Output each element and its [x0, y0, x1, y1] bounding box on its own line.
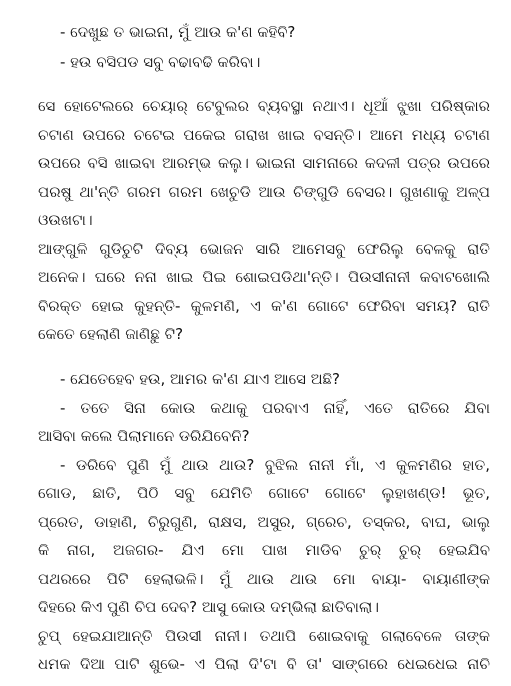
paragraph-2-line-1: ଆଙ୍ଗୁଳି ଗୁଡିଚୁଟି ଦିବ୍ୟ ଭୋଜନ ସାରି ଆମେସବୁ ଫେରିଲୁ ବେଳକୁ ରାତି — [38, 240, 490, 258]
dialogue-line-4: - ତତେ ସିନା କୋଉ କଥାକୁ ପରବାଏ ନାହିଁ, ଏତେ ରାତିରେ ଯିବା — [60, 399, 490, 417]
paragraph-1-line-5: ଓଉଖଟା। — [38, 211, 93, 229]
dialogue-line-5-continued-2: ପ୍ରେତ, ଡାହାଣି, ଚିରୁଗୁଣି, ରାକ୍ଷସ, ଅସୁର, ଗ୍ରେଚ, ତସ୍କର, ବାଘ, ଭାଲୁ — [38, 513, 490, 531]
dialogue-line-1: - ଦେଖୁଛ ତ ଭାଇନା, ମୁଁ ଆଉ କ'ଣ କହିବି? — [60, 23, 296, 41]
dialogue-line-3: - ଯେତେହେବ ହଉ, ଆମର କ'ଣ ଯାଏ ଆସେ ଅଛି? — [60, 370, 340, 388]
paragraph-1-line-4: ପରଷୁ ଥା'ନ୍ତି ଗରମ ଗରମ ଖେଚୁଡି ଆଉ ଚିଙ୍ଗୁଡି ବେସର। ଗୁଖଣାକୁ ଅଳ୍ପ — [38, 183, 490, 201]
paragraph-2-line-2: ଅନେକ। ଘରେ ନନା ଖାଇ ପିଇ ଶୋଇପଡିଥା'ନ୍ତି। ପିଉସୀନାନୀ କବାଟଖୋଲି — [38, 268, 490, 286]
paragraph-1-line-2: ଚଟାଣ ଉପରେ ଚଟେଇ ପକେଇ ଗରାଖ ଖାଇ ବସନ୍ତି। ଆମେ ମଧ୍ୟ ଚଟାଣ — [38, 126, 490, 144]
paragraph-3-line-2: ଧମକ ଦିଆ ପାଟି ଶୁଭେ- ଏ ପିଲା ଦି'ଟା ବି ତା' ସାଙ୍ଗରେ ଧେଇଧେଇ ନାଚି — [38, 655, 490, 673]
dialogue-line-5-continued-5: ଦିହରେ କିଏ ପୁଣି ଚିପ ଦେବ? ଆସୁ କୋଉ ଦମ୍ଭିଲା ଛାତିବାଲା। — [38, 598, 380, 616]
dialogue-line-5: - ଡରିବେ ପୁଣି ମୁଁ ଥାଉ ଥାଉ? ବୁଝିଲ ନାନୀ ମାଁ, ଏ କୁଳମଣିର ହାତ, — [60, 456, 490, 474]
dialogue-line-5-continued-4: ପଥରରେ ପିଟି ହେଲାଭଳି। ମୁଁ ଥାଉ ଥାଉ ମୋ ବାୟା- ବାୟାଣୀଙ୍କ — [38, 570, 490, 588]
paragraph-1-line-1: ସେ ହୋଟେଲରେ ଚେୟାର୍ ଟେବୁଲର ବ୍ୟବସ୍ଥା ନଥାଏ। ଧୂଆଁ ଝୁଖା ପରିଷ୍କାର — [38, 97, 490, 115]
dialogue-line-2: - ହଉ ବସିପଡ ସବୁ ବଢାବଢି କରିବା। — [60, 53, 261, 71]
paragraph-3-line-1: ଚୁପ୍ ହେଇଯାଆନ୍ତି ପିଉସୀ ନାନୀ। ତଥାପି ଶୋଇବାକୁ ଗଲାବେଳେ ତାଙ୍କ — [38, 627, 490, 645]
paragraph-1-line-3: ଉପରେ ବସି ଖାଇବା ଆରମ୍ଭ କଲୁ। ଭାଇନା ସାମନାରେ କଦଳୀ ପତ୍ର ଉପରେ — [38, 154, 490, 172]
dialogue-line-5-continued-3: କି ନାଗ, ଅଜଗର- ଯିଏ ମୋ ପାଖ ମାଡିବ ଚୁର୍ ଚୁର୍ ହେଇଯିବ — [38, 541, 490, 559]
paragraph-2-line-3: ବିରକ୍ତ ହୋଇ କୁହନ୍ତି- କୁଳମଣି, ଏ କ'ଣ ଗୋଟେ ଫେରିବା ସମୟ? ରାତି — [38, 297, 490, 315]
dialogue-line-4-continued: ଆସିବା କଲେ ପିଲାମାନେ ଡରିଯିବେନି? — [38, 427, 250, 445]
dialogue-line-5-continued-1: ଗୋଡ, ଛାତି, ପିଠି ସବୁ ଯେମିତି ଗୋଟେ ଗୋଟେ ଲୁହାଖଣ୍ଡ! ଭୂତ, — [38, 484, 490, 502]
paragraph-2-line-4: କେତେ ହେଲାଣି ଜାଣିଛୁ ଟି? — [38, 325, 184, 343]
